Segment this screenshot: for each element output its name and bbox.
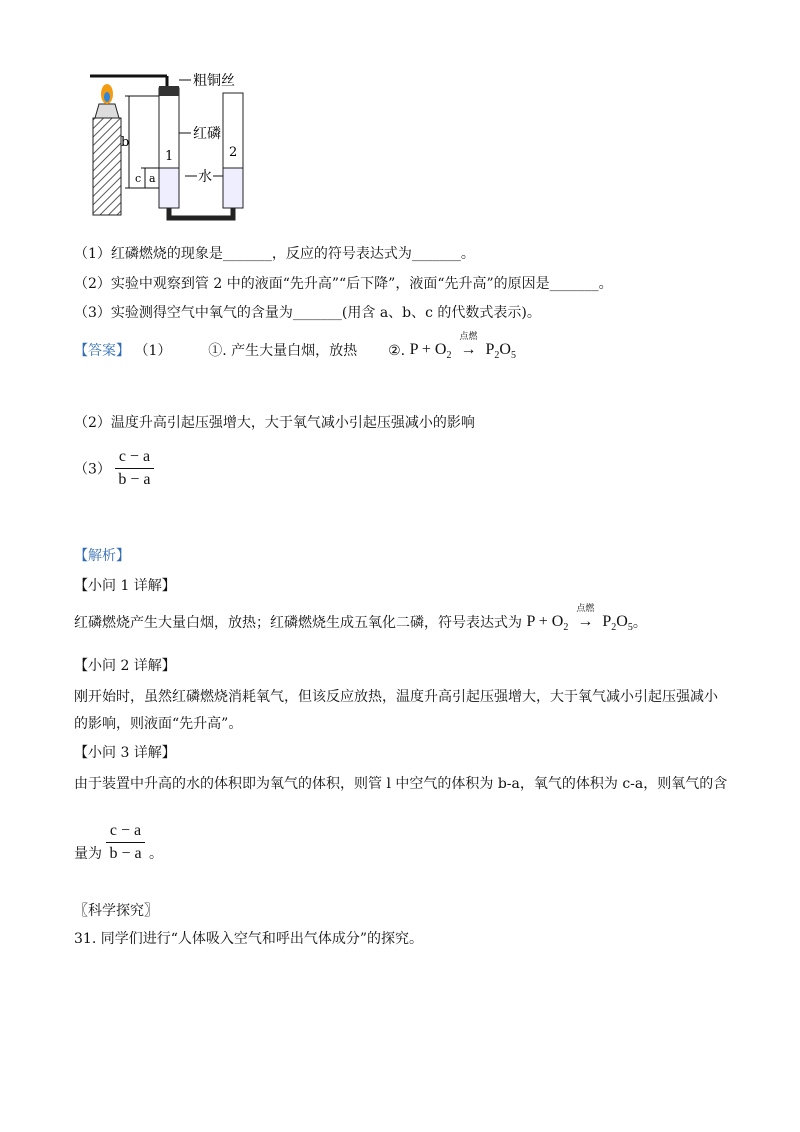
answer-fraction: $\frac{c - a}{b - a}$ bbox=[115, 448, 153, 489]
alcohol-lamp bbox=[95, 104, 119, 118]
answer-item-1: ①. 产生大量白烟，放热 bbox=[208, 343, 358, 359]
equation-answer: $P + O_2$ 点燃 → $P_2O_5$ bbox=[409, 331, 516, 362]
label-water: 水 bbox=[198, 169, 212, 185]
analysis-text-2-line-2: 的影响，则液面“先升高”。 bbox=[74, 716, 243, 732]
section-title: 〖科学探究〗 bbox=[74, 903, 158, 919]
answer-tag: 【答案】 bbox=[74, 343, 130, 359]
answer-item-2: ②. bbox=[388, 343, 406, 359]
apparatus-figure bbox=[85, 68, 285, 228]
label-a: a bbox=[149, 172, 156, 185]
analysis-heading: 【解析】 bbox=[74, 548, 130, 564]
label-c: c bbox=[135, 172, 142, 185]
analysis-sub-3: 【小问 3 详解】 bbox=[74, 745, 176, 761]
analysis-text-2-line-1: 刚开始时，虽然红磷燃烧消耗氧气，但该反应放热，温度升高引起压强增大，大于氧气减小引起压强减小 bbox=[74, 689, 718, 705]
analysis-fraction: $\frac{c - a}{b - a}$ bbox=[106, 822, 144, 863]
analysis-sub-1: 【小问 1 详解】 bbox=[74, 578, 176, 594]
question-3: （3）实验测得空气中氧气的含量为_______(用含 a、b、c 的代数式表示)。 bbox=[74, 305, 541, 321]
question-2: （2）实验中观察到管 2 中的液面“先升高”“后下降”，液面“先升高”的原因是_______。 bbox=[74, 276, 613, 292]
answer-part1-prefix: （1） bbox=[134, 343, 172, 359]
rubber-tube bbox=[169, 208, 233, 218]
label-tube1: 1 bbox=[165, 149, 174, 164]
answer-part-2: （2）温度升高引起压强增大，大于氧气减小引起压强减小的影响 bbox=[74, 415, 475, 431]
analysis-sub-2: 【小问 2 详解】 bbox=[74, 658, 176, 674]
analysis-text-3-line-1: 由于装置中升高的水的体积即为氧气的体积，则管 l 中空气的体积为 b-a，氧气的体积为 c-a，则氧气的含 bbox=[74, 776, 728, 792]
analysis-text-3-line-2: 量为 $\frac{c - a}{b - a}$ 。 bbox=[74, 822, 164, 862]
label-copper: 粗铜丝 bbox=[193, 73, 235, 89]
analysis-text-1: 红磷燃烧产生大量白烟，放热；红磷燃烧生成五氧化二磷，符号表达式为 $P + O_2$ 点燃 → $P_2O_5$。 bbox=[74, 603, 647, 634]
label-tube2: 2 bbox=[229, 145, 238, 160]
answer-part-3: （3） $\frac{c - a}{b - a}$ bbox=[74, 448, 154, 489]
question-31: 31. 同学们进行“人体吸入空气和呼出气体成分”的探究。 bbox=[74, 931, 424, 947]
equation-analysis: $P + O_2$ 点燃 → $P_2O_5$ bbox=[526, 603, 633, 634]
answer-line-1 bbox=[74, 331, 516, 362]
stand-block bbox=[93, 118, 121, 215]
label-phosphorus: 红磷 bbox=[193, 126, 221, 142]
question-1: （1）红磷燃烧的现象是_______，反应的符号表达式为_______。 bbox=[74, 246, 475, 262]
label-b: b bbox=[121, 135, 130, 150]
